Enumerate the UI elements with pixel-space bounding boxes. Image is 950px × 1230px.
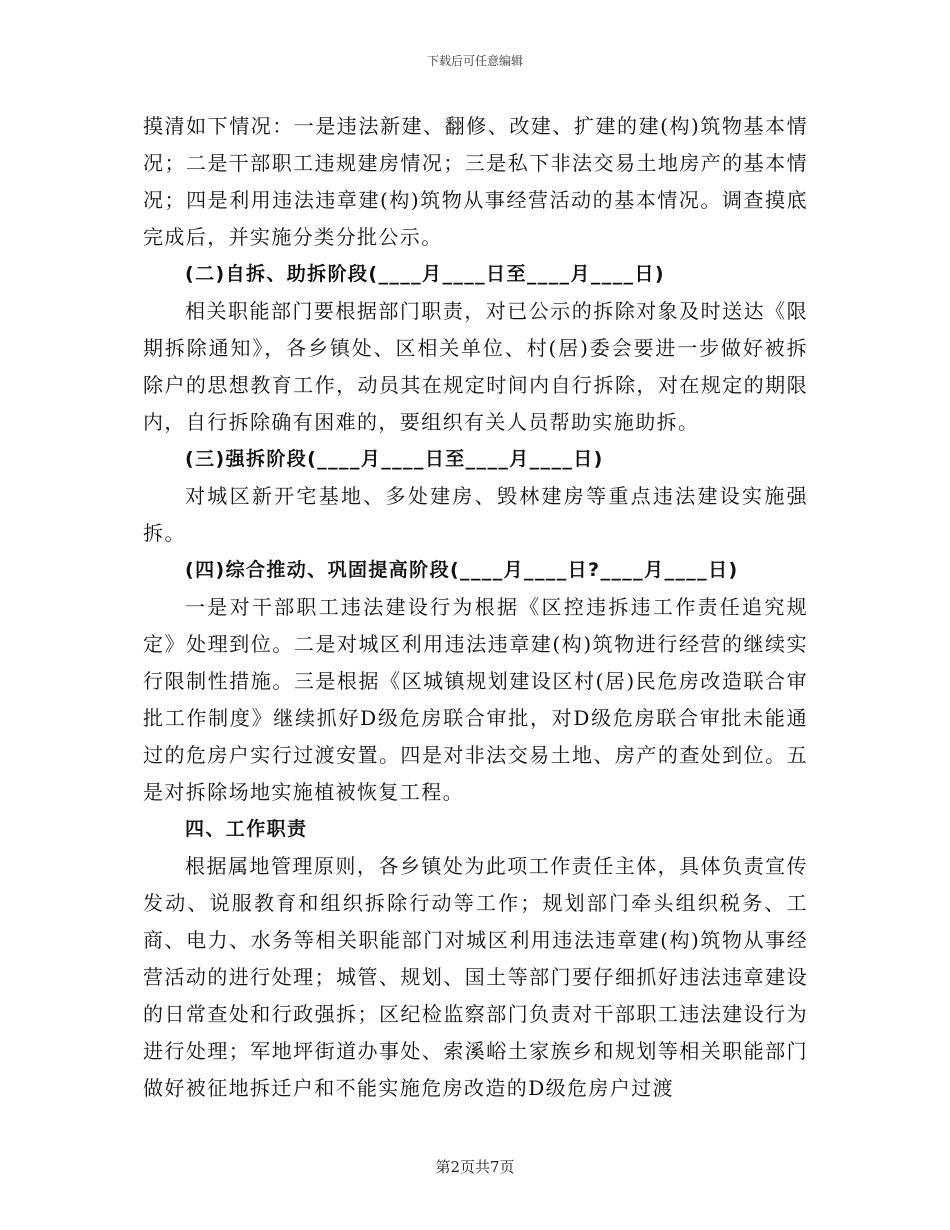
paragraph-forced-demolition: 对城区新开宅基地、多处建房、毁林建房等重点违法建设实施强拆。 xyxy=(143,484,808,545)
paragraph-responsibilities: 根据属地管理原则，各乡镇处为此项工作责任主体，具体负责宣传发动、说服教育和组织拆除行动等工作；规划部门牵头组织税务、工商、电力、水务等相关职能部门对城区利用违法违章建(构)筑物从事经营活动的进行处理；城管、规划、国土等部门要仔细抓好违法违章建设的日常查处和行政强拆；区纪检监察部门负责对干部职工违法建设行为进行处理；军地坪街道办事处、索溪峪土家族乡和规划等相关职能部门做好被征地拆迁户和不能实施危房改造的D级危房户过渡 xyxy=(143,854,808,1100)
page-header: 下载后可任意编辑 xyxy=(426,54,523,68)
page-footer: 第2页共7页 xyxy=(435,1158,515,1176)
section-heading-responsibilities: 四、工作职责 xyxy=(185,818,308,840)
paragraph-survey-continued: 摸清如下情况：一是违法新建、翻修、改建、扩建的建(构)筑物基本情况；二是干部职工违规建房情况；三是私下非法交易土地房产的基本情况；四是利用违法违章建(构)筑物从事经营活动的基本情况。调查摸底完成后，并实施分类分批公示。 xyxy=(143,114,808,249)
paragraph-consolidation: 一是对干部职工违法建设行为根据《区控违拆违工作责任追究规定》处理到位。二是对城区利用违法违章建(构)筑物进行经营的继续实行限制性措施。三是根据《区城镇规划建设区村(居)民危房改造联合审批工作制度》继续抓好D级危房联合审批，对D级危房联合审批未能通过的危房户实行过渡安置。四是对非法交易土地、房产的查处到位。五是对拆除场地实施植被恢复工程。 xyxy=(143,595,808,804)
paragraph-self-demolition: 相关职能部门要根据部门职责，对已公示的拆除对象及时送达《限期拆除通知》，各乡镇处、区相关单位、村(居)委会要进一步做好被拆除户的思想教育工作，动员其在规定时间内自行拆除，对在规定的期限内，自行拆除确有困难的，要组织有关人员帮助实施助拆。 xyxy=(143,299,808,434)
section-heading-self-demolition: (二)自拆、助拆阶段(____月____日至____月____日) xyxy=(185,263,665,285)
document-body xyxy=(143,108,808,1107)
section-heading-forced-demolition: (三)强拆阶段(____月____日至____月____日) xyxy=(185,448,604,470)
section-heading-consolidation: (四)综合推动、巩固提高阶段(____月____日?____月____日) xyxy=(185,559,739,581)
